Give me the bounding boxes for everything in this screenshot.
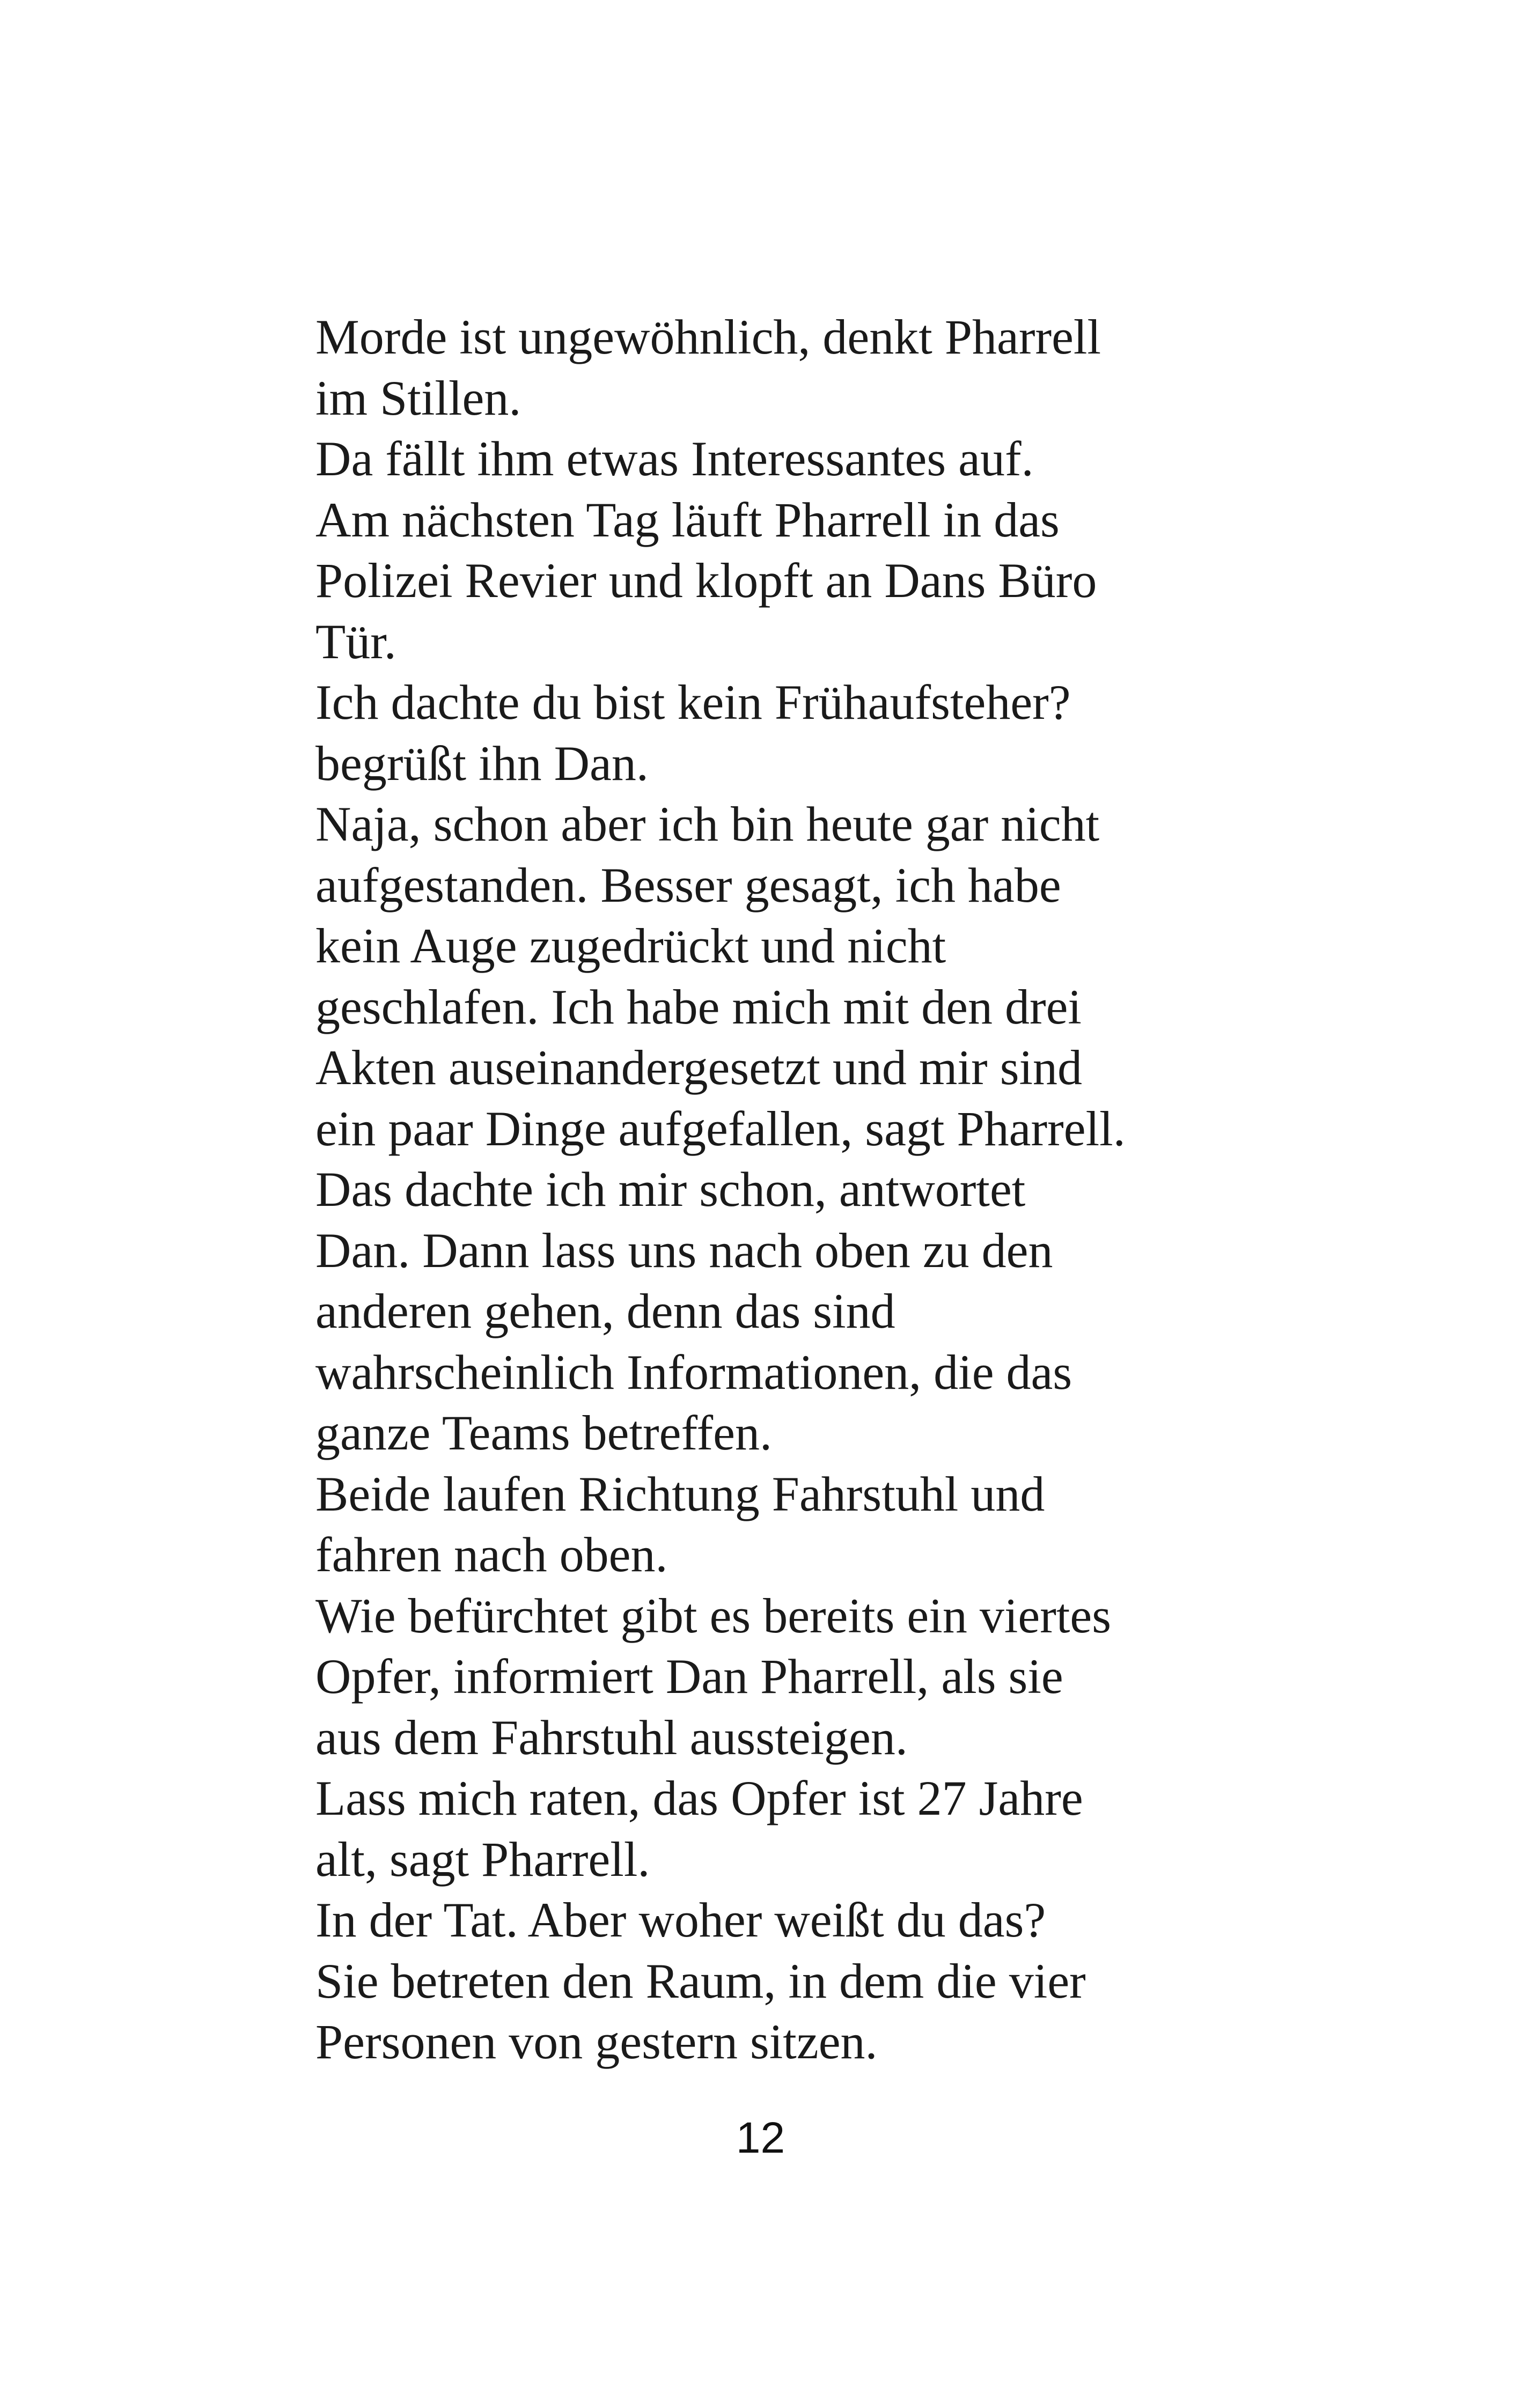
text-line: Akten auseinandergesetzt und mir sind	[315, 1040, 1083, 1095]
page-number: 12	[736, 2114, 785, 2162]
text-line: aufgestanden. Besser gesagt, ich habe	[315, 857, 1061, 912]
text-line: Das dachte ich mir schon, antwortet	[315, 1162, 1026, 1217]
text-line: Ich dachte du bist kein Frühaufsteher?	[315, 675, 1071, 730]
text-line: Opfer, informiert Dan Pharrell, als sie	[315, 1649, 1063, 1704]
text-line: aus dem Fahrstuhl aussteigen.	[315, 1710, 908, 1765]
text-line: Wie befürchtet gibt es bereits ein viertes	[315, 1588, 1112, 1643]
body-text	[315, 307, 1421, 2073]
text-line: Dan. Dann lass uns nach oben zu den	[315, 1223, 1053, 1278]
text-line: Personen von gestern sitzen.	[315, 2014, 878, 2069]
text-line: begrüßt ihn Dan.	[315, 735, 649, 791]
text-line: Polizei Revier und klopft an Dans Büro	[315, 553, 1097, 608]
text-line: wahrscheinlich Informationen, die das	[315, 1344, 1072, 1400]
text-line: ein paar Dinge aufgefallen, sagt Pharrell.	[315, 1101, 1126, 1156]
text-line: Da fällt ihm etwas Interessantes auf.	[315, 431, 1034, 486]
text-line: Beide laufen Richtung Fahrstuhl und	[315, 1466, 1045, 1521]
text-line: In der Tat. Aber woher weißt du das?	[315, 1892, 1046, 1947]
text-line: Sie betreten den Raum, in dem die vier	[315, 1953, 1086, 2008]
text-line: anderen gehen, denn das sind	[315, 1284, 895, 1338]
text-line: Lass mich raten, das Opfer ist 27 Jahre	[315, 1771, 1083, 1825]
text-line: alt, sagt Pharrell.	[315, 1831, 650, 1887]
text-line: geschlafen. Ich habe mich mit den drei	[315, 979, 1082, 1034]
text-line: ganze Teams betreffen.	[315, 1405, 772, 1460]
text-line: Naja, schon aber ich bin heute gar nicht	[315, 797, 1100, 851]
text-line: Am nächsten Tag läuft Pharrell in das	[315, 492, 1060, 547]
text-line: fahren nach oben.	[315, 1527, 668, 1582]
text-line: Tür.	[315, 614, 396, 669]
text-line: Morde ist ungewöhnlich, denkt Pharrell	[315, 310, 1101, 364]
text-line: kein Auge zugedrückt und nicht	[315, 918, 946, 973]
text-line: im Stillen.	[315, 370, 521, 425]
